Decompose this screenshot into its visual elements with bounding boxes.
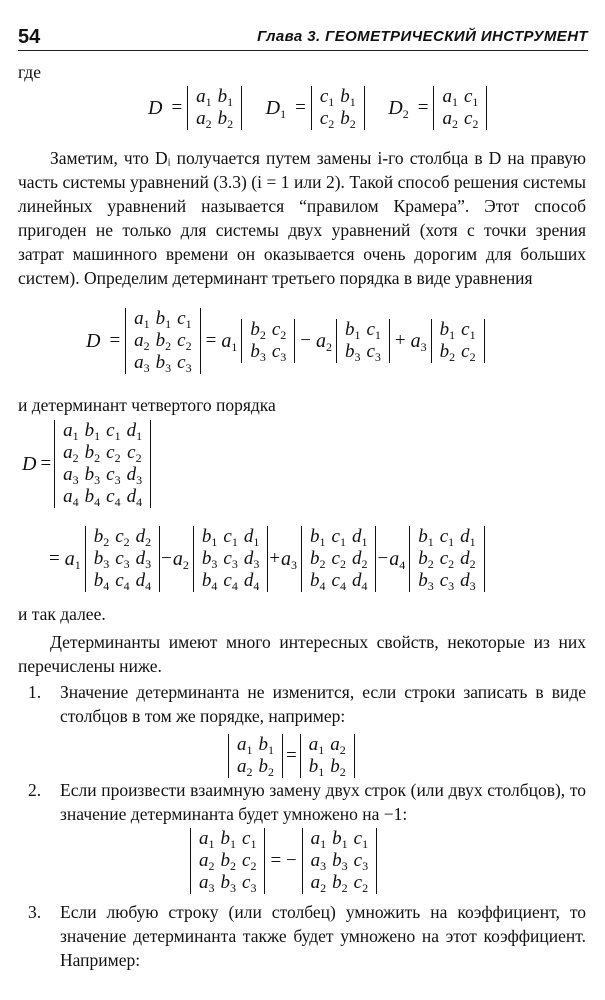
determinant-3x3: $a_1$ $b_1$ $c_1$ $a_2$ $b_2$ $c_2$ $a_3$ $b_3$ $c_3$ xyxy=(125,308,200,374)
coefficient-a3: $a_3$ xyxy=(410,329,427,354)
coefficient-a1: $a_1$ xyxy=(221,329,238,354)
page-number: 54 xyxy=(18,26,41,48)
equals-sign: = xyxy=(417,97,429,118)
minor-4x4-a1: $b_2$ $c_2$ $d_2$ $b_3$ $c_3$ $d_3$ $b_4$ $c_4$ $d_4$ xyxy=(85,526,160,592)
minus-sign: − xyxy=(300,330,311,351)
determinant-original: $a_1$ $b_1$ $a_2$ $b_2$ xyxy=(228,734,283,778)
minor-4x4-a3: $b_1$ $c_1$ $d_1$ $b_2$ $c_2$ $d_2$ $b_4$ $c_4$ $d_4$ xyxy=(301,526,376,592)
coefficient-a2: $a_2$ xyxy=(172,547,189,572)
list-item-text: Значение детерминанта не изменится, если строки записать в виде столбцов в том же порядке, например: xyxy=(60,682,586,726)
equals-sign: = xyxy=(109,330,121,351)
determinant-transposed: $a_1$ $a_2$ $b_1$ $b_2$ xyxy=(300,734,355,778)
coefficient-a2: $a_2$ xyxy=(315,329,332,354)
equation-row-swap xyxy=(190,828,377,894)
list-item-text: Если любую строку (или столбец) умножить на коэффициент, то значение детерминанта также будет умножено на этот коэффициент. Например: xyxy=(60,902,586,970)
minor-4x4-a2: $b_1$ $c_1$ $d_1$ $b_3$ $c_3$ $d_3$ $b_4$ $c_4$ $d_4$ xyxy=(193,526,268,592)
paragraph-cramer-rule: Заметим, что Dᵢ получается путем замены i-го столбца в D на правую часть системы уравнений (3.3) (i = 1 или 2). Такой способ решения системы линейных уравнений называется “правилом Крамера”. Этот способ пригоден не только для системы двух уравнений (хотя с точки зрения затрат машинного времени он оказывается очень дорогим для больших систем). Определим детерминант третьего порядка в виде уравнения xyxy=(18,148,586,288)
determinant-D2: $a_1$ $c_1$ $a_2$ $c_2$ xyxy=(433,86,487,130)
minor-a1: $b_2$ $c_2$ $b_3$ $c_3$ xyxy=(241,319,295,363)
determinant-D: $a_1$ $b_1$ $a_2$ $b_2$ xyxy=(187,86,242,130)
coefficient-a1: $a_1$ xyxy=(64,547,81,572)
determinant-original: $a_1$ $b_1$ $c_1$ $a_2$ $b_2$ $c_2$ $a_3$ $b_3$ $c_3$ xyxy=(190,828,265,894)
equation-4x4-expansion xyxy=(44,526,485,592)
equals-sign: = xyxy=(286,745,297,766)
equation-3x3-expansion xyxy=(86,308,485,374)
minor-a2: $b_1$ $c_1$ $b_3$ $c_3$ xyxy=(336,319,390,363)
paragraph-properties-intro: Детерминанты имеют много интересных свойств, некоторые из них перечислены ниже. xyxy=(18,632,586,676)
list-item-number: 2. xyxy=(28,780,42,800)
equals-sign: = xyxy=(171,97,183,118)
paragraph-and-so-on: и так далее. xyxy=(18,604,106,624)
minor-4x4-a4: $b_1$ $c_1$ $d_1$ $b_2$ $c_2$ $d_2$ $b_3$ $c_3$ $d_3$ xyxy=(409,526,484,592)
list-item-text: Если произвести взаимную замену двух строк (или двух столбцов), то значение детерминанта будет умножено на −1: xyxy=(60,780,586,824)
symbol-D: D xyxy=(148,96,163,119)
symbol-D: D xyxy=(86,329,101,352)
running-title: Глава 3. ГЕОМЕТРИЧЕСКИЙ ИНСТРУМЕНТ xyxy=(257,28,588,45)
list-item-number: 3. xyxy=(28,902,42,922)
symbol-D: D xyxy=(22,452,37,475)
equals-sign: = xyxy=(205,330,217,351)
equals-sign: = xyxy=(295,97,306,118)
word-where: где xyxy=(18,62,41,82)
equals-sign: = xyxy=(40,453,52,474)
equation-4x4-definition xyxy=(22,420,151,508)
coefficient-a3: $a_3$ xyxy=(281,547,298,572)
paragraph-fourth-order: и детерминант четвертого порядка xyxy=(18,395,276,415)
determinant-D1: $c_1$ $b_1$ $c_2$ $b_2$ xyxy=(311,86,365,130)
minus-sign: − xyxy=(161,548,172,569)
list-item-number: 1. xyxy=(28,682,42,702)
symbol-D2: $D_2$ xyxy=(388,96,409,121)
plus-sign: + xyxy=(269,548,281,569)
coefficient-a4: $a_4$ xyxy=(389,547,406,572)
plus-sign: + xyxy=(394,330,406,351)
determinant-swapped: $a_1$ $b_1$ $c_1$ $a_3$ $b_3$ $c_3$ $a_2$ $b_2$ $c_2$ xyxy=(302,828,377,894)
equation-transpose xyxy=(228,734,355,778)
minus-sign: − xyxy=(377,548,389,569)
determinant-4x4: $a_1$ $b_1$ $c_1$ $d_1$ $a_2$ $b_2$ $c_2$ $c_2$ $a_3$ $b_3$ $c_3$ $d_3$ $a_4$ $b_4$ $c_4$ $d_4$ xyxy=(54,420,151,508)
page-header xyxy=(18,22,588,51)
equation-2x2-definitions xyxy=(148,86,487,130)
symbol-D1: $D_1$ xyxy=(265,96,287,121)
minor-a3: $b_1$ $c_1$ $b_2$ $c_2$ xyxy=(431,319,485,363)
equals-minus-sign: = − xyxy=(270,850,297,871)
equals-sign: = xyxy=(49,548,60,569)
